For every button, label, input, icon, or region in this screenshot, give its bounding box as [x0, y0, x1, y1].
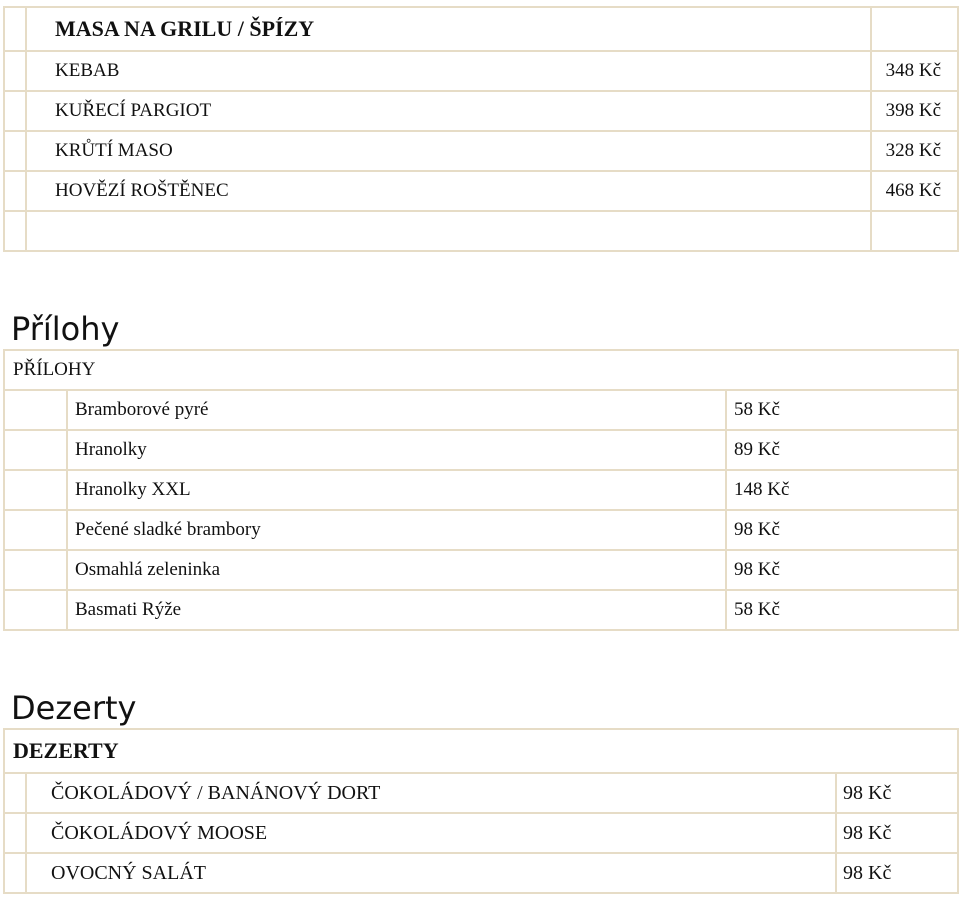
menu-item-row — [4, 550, 958, 590]
menu-item-row — [4, 430, 958, 470]
menu-item-row — [4, 813, 958, 853]
menu-item-row — [4, 91, 958, 131]
menu-item-row — [4, 773, 958, 813]
desserts-menu-table — [3, 728, 959, 894]
menu-item-name: Hranolky XXL — [67, 470, 726, 510]
menu-item-price: 398 Kč — [871, 91, 958, 131]
menu-item-name: KUŘECÍ PARGIOT — [26, 91, 871, 131]
grill-section-title: MASA NA GRILU / ŠPÍZY — [26, 7, 871, 51]
desserts-category-label: DEZERTY — [4, 729, 958, 773]
grill-menu-table — [3, 6, 959, 252]
sides-menu-table — [3, 349, 959, 631]
menu-item-name: Basmati Rýže — [67, 590, 726, 630]
sides-heading: Přílohy — [11, 310, 120, 348]
menu-item-row — [4, 470, 958, 510]
menu-item-name: KEBAB — [26, 51, 871, 91]
grill-header-row — [4, 7, 958, 51]
empty-row — [4, 211, 958, 251]
menu-item-price: 348 Kč — [871, 51, 958, 91]
menu-item-row — [4, 590, 958, 630]
menu-item-price: 328 Kč — [871, 131, 958, 171]
menu-item-name: ČOKOLÁDOVÝ / BANÁNOVÝ DORT — [26, 773, 836, 813]
menu-item-price: 98 Kč — [836, 853, 958, 893]
desserts-category-row — [4, 729, 958, 773]
menu-item-name: HOVĚZÍ ROŠTĚNEC — [26, 171, 871, 211]
sides-category-row — [4, 350, 958, 390]
menu-item-price: 58 Kč — [726, 390, 958, 430]
menu-item-name: KRŮTÍ MASO — [26, 131, 871, 171]
menu-item-name: Osmahlá zeleninka — [67, 550, 726, 590]
menu-item-price: 89 Kč — [726, 430, 958, 470]
menu-item-name: ČOKOLÁDOVÝ MOOSE — [26, 813, 836, 853]
menu-item-row — [4, 51, 958, 91]
menu-item-name: Hranolky — [67, 430, 726, 470]
menu-item-price: 98 Kč — [836, 773, 958, 813]
sides-category-label: PŘÍLOHY — [4, 350, 958, 390]
menu-item-row — [4, 131, 958, 171]
menu-item-price: 98 Kč — [726, 550, 958, 590]
menu-item-price: 148 Kč — [726, 470, 958, 510]
menu-item-row — [4, 853, 958, 893]
desserts-heading: Dezerty — [11, 689, 137, 727]
menu-item-name: OVOCNÝ SALÁT — [26, 853, 836, 893]
menu-item-row — [4, 171, 958, 211]
menu-item-price: 468 Kč — [871, 171, 958, 211]
menu-item-name: Pečené sladké brambory — [67, 510, 726, 550]
menu-item-price: 98 Kč — [836, 813, 958, 853]
menu-item-price: 58 Kč — [726, 590, 958, 630]
menu-item-name: Bramborové pyré — [67, 390, 726, 430]
menu-item-row — [4, 510, 958, 550]
menu-item-row — [4, 390, 958, 430]
menu-item-price: 98 Kč — [726, 510, 958, 550]
